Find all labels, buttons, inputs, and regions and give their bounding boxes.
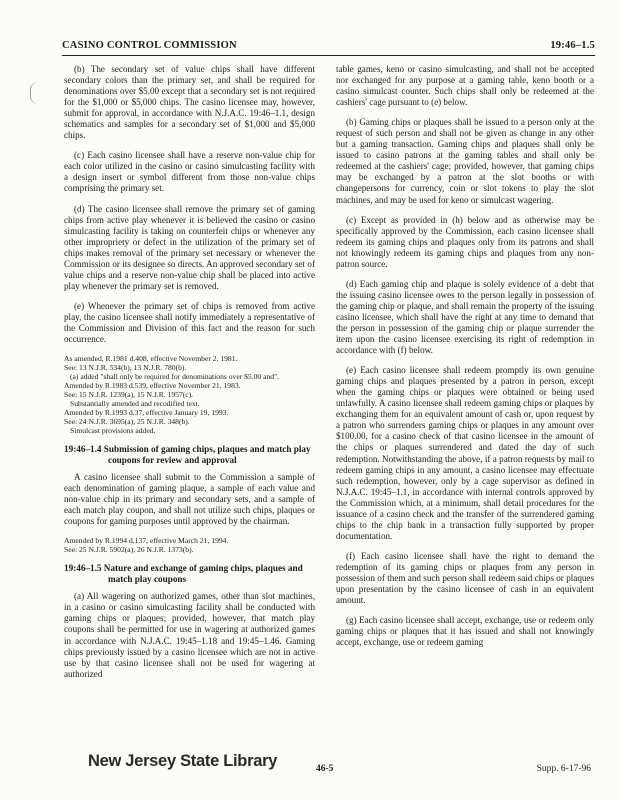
paragraph-e: (e) Each casino licensee shall redeem promptly its own genuine gaming chips and plaques presented by a patron in person, except when the gaming chips or plaques were obtained or being used unlawfully. A casino licensee shall redeem gaming chips or plaques by exchanging them for an equivalent amount of cash or, upon request by a patron who surrenders gaming chips or plaques in any amount over $100.00, for a casino check of that casino licensee in the amount of the chips or plaques surrendered and dated the day of such redemption. Notwithstanding the above, if a patron requests by mail to redeem gaming chips in any amount, a casino licensee may effectuate such redemption, however, only by a cage supervisor as defined in N.J.A.C. 19:45–1.1, in accordance with internal controls approved by the Commission which, at a minimum, shall detail procedures for the issuance of a casino check and the transfer of the surrendered gaming chips to the chip bank in a transaction fully supported by proper documentation. (336, 365, 594, 541)
history-line: As amended, R.1981 d.408, effective November 2, 1981. (64, 354, 238, 364)
paragraph-c: (c) Except as provided in (h) below and as otherwise may be specifically approved by the Commission, each casino licensee shall redeem its gaming chips and plaques only from its patrons and shall not knowingly redeem its gaming chips and plaques from any non-patron source. (336, 214, 594, 269)
history-line: See: 25 N.J.R. 5902(a), 26 N.J.R. 1373(b). (64, 545, 194, 555)
paragraph-d: (d) Each gaming chip and plaque is solely evidence of a debt that the issuing casino licensee owes to the person legally in possession of the gaming chip or plaque, and shall remain the property of the issuing casino licensee, which shall have the right at any time to demand that the person in possession of the gaming chip or plaque surrender the item upon the casino licensee exercising its right of redemption in accordance with (f) below. (336, 278, 594, 356)
paragraph-b: (b) Gaming chips or plaques shall be issued to a person only at the request of such person and shall not be given as change in any other but a gaming transaction. Gaming chips and plaques shall only be issued to casino patrons at the gaming tables and shall only be redeemed at the cashiers' cage; provided, however, that gaming chips may be exchanged by a patron at the slot booths or with changepersons for currency, coin or slot tokens to play the slot machines, and may be used for keno or simulcast wagering. (336, 117, 594, 205)
paragraph-g: (g) Each casino licensee shall accept, exchange, use or redeem only gaming chips or plaques that it has issued and shall not knowingly accept, exchange, use or redeem gaming (336, 615, 594, 648)
history-line: Substantially amended and recodified text. (70, 399, 200, 409)
library-logo: New Jersey State Library (88, 752, 278, 770)
section-1-4-text: A casino licensee shall submit to the Commission a sample of each denomination of gaming plaque, a sample of each value and non-value chip in its primary and secondary sets, and a sample of each match play coupon, and shall not utilize such chips, plaques or coupons for gaming purposes until approved by the chairman. (64, 472, 315, 527)
paragraph-b: (b) The secondary set of value chips shall have different secondary colors than the primary set, and shall be required for denominations over $5.00 except that a secondary set is not required for the $1,000 or $5,000 chips. The casino licensee may, however, submit for approval, in accordance with N.J.A.C. 19:46–1.1, design schematics and samples for a secondary set of $1,000 and $5,000 chips. (64, 64, 315, 141)
history-line: See: 15 N.J.R. 1239(a), 15 N.J.R. 1957(c). (64, 390, 194, 400)
history-line: Amended by R.1983 d.539, effective November 21, 1983. (64, 381, 241, 391)
section-heading-1-5: 19:46–1.5 Nature and exchange of gaming chips, plaques and match play coupons (64, 563, 303, 585)
left-column (64, 64, 315, 689)
history-line: Amended by R.1994 d.137, effective March 21, 1994. (64, 536, 229, 546)
right-column (336, 64, 594, 657)
paragraph-a-continued: table games, keno or casino simulcasting, and shall not be accepted nor exchanged for any purpose at a gaming table, keno booth or a casino simulcast counter. Such chips shall only be redeemed at the cashiers' cage pursuant to (e) below. (336, 64, 594, 108)
history-note-2 (64, 536, 315, 554)
history-line: Simulcast provisions added. (70, 426, 156, 436)
header-title: CASINO CONTROL COMMISSION (62, 40, 237, 51)
page-number: 46-5 (316, 764, 334, 774)
header-rule (62, 55, 595, 56)
history-note-1 (64, 354, 315, 435)
history-line: See: 24 N.J.R. 3695(a), 25 N.J.R. 348(b). (64, 417, 190, 427)
section-1-5-paragraph-a: (a) All wagering on authorized games, other than slot machines, in a casino or casino simulcasting facility shall be conducted with gaming chips or plaques; provided, however, that match play coupons shall be permitted for use in wagering at authorized games in accordance with N.J.A.C. 19:45–1.18 and 19:45–1.46. Gaming chips previously issued by a casino licensee which are not in active use by that casino licensee shall not be used for wagering at authorized (64, 591, 315, 679)
header-section-number: 19:46–1.5 (550, 40, 595, 51)
supplement-date: Supp. 6-17-96 (536, 764, 591, 774)
history-line: See: 13 N.J.R. 534(b), 13 N.J.R. 780(b). (64, 363, 187, 373)
running-header (62, 40, 595, 54)
history-line: (a) added "shall only be required for denominations over $5.00 and". (70, 372, 280, 382)
paragraph-f: (f) Each casino licensee shall have the right to demand the redemption of its gaming chips or plaques from any person in possession of them and such person shall redeem said chips or plaques upon presentation by the casino licensee of cash in an equivalent amount. (336, 550, 594, 606)
section-heading-1-4: 19:46–1.4 Submission of gaming chips, plaques and match play coupons for review and approval (64, 444, 311, 466)
paragraph-c: (c) Each casino licensee shall have a reserve non-value chip for each color utilized in the casino or casino simulcasting facility with a design insert or symbol different from those non-value chips comprising the primary set. (64, 150, 315, 194)
history-line: Amended by R.1993 d.37, effective January 19, 1993. (64, 408, 229, 418)
paragraph-e: (e) Whenever the primary set of chips is removed from active play, the casino licensee shall notify immediately a representative of the Commission and Division of this fact and the reason for such occurrence. (64, 300, 315, 345)
paragraph-d: (d) The casino licensee shall remove the primary set of gaming chips from active play whenever it is believed the casino or casino simulcasting facility is taking on counterfeit chips or whenever any other impropriety or defect in the utilization of the primary set of chips makes removal of the primary set necessary or whenever the Commission or its designee so directs. An approved secondary set of value chips and a reserve non-value chip shall be placed into active play whenever the primary set is removed. (64, 203, 315, 291)
margin-bracket-mark (30, 82, 41, 104)
